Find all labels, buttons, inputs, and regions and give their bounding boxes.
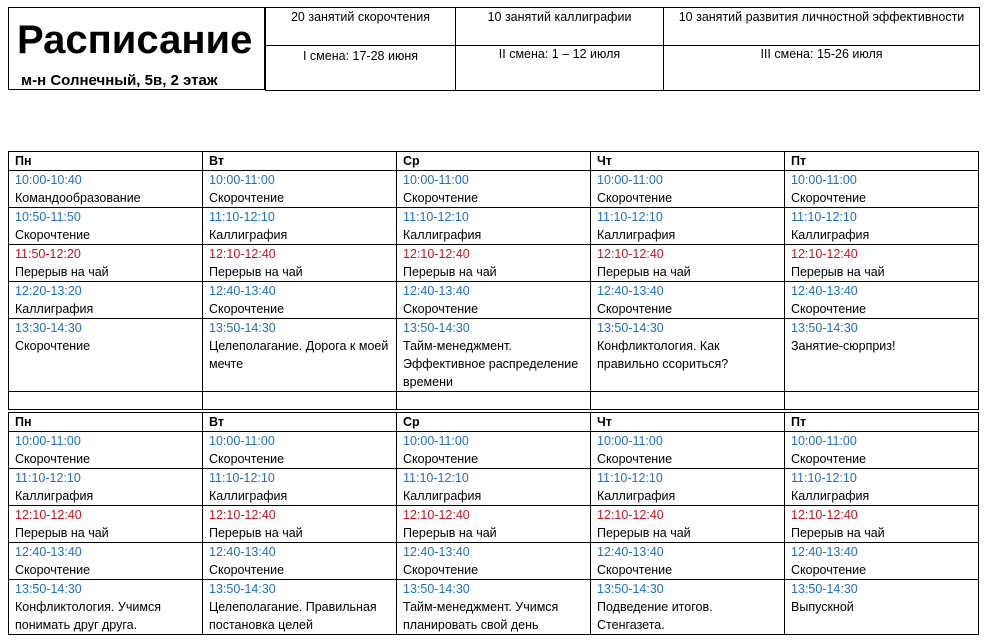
time-slot: 10:00-11:00 [397, 432, 591, 451]
time-slot: 11:10-12:10 [203, 208, 397, 227]
lesson-name: Скорочтение [397, 450, 591, 469]
lesson-name: Скорочтение [785, 450, 979, 469]
time-slot: 10:00-11:00 [591, 432, 785, 451]
lesson-name: Скорочтение [591, 189, 785, 208]
time-slot: 11:10-12:10 [203, 469, 397, 488]
lesson-name: Скорочтение [591, 561, 785, 580]
time-slot: 13:50-14:30 [785, 580, 979, 599]
break-time: 12:10-12:40 [785, 506, 979, 525]
course-speedreading: 20 занятий скорочтения [266, 8, 456, 46]
lesson-name: Скорочтение [397, 561, 591, 580]
shift-2: II смена: 1 – 12 июля [456, 46, 664, 91]
page-title: Расписание [17, 18, 253, 62]
lesson-name: Каллиграфия [591, 487, 785, 506]
day-header: Ср [397, 413, 591, 432]
break-time: 12:10-12:40 [591, 506, 785, 525]
spacer-cell [785, 392, 979, 410]
lesson-name: Выпускной [785, 598, 979, 635]
course-personal-effectiveness: 10 занятий развития личностной эффективности [664, 8, 980, 46]
break-label: Перерыв на чай [397, 524, 591, 543]
break-label: Перерыв на чай [397, 263, 591, 282]
lesson-name: Каллиграфия [203, 487, 397, 506]
shift-1: I смена: 17-28 июня [266, 46, 456, 91]
lesson-name: Каллиграфия [9, 487, 203, 506]
time-slot: 11:10-12:10 [785, 469, 979, 488]
time-slot: 12:40-13:40 [591, 543, 785, 562]
lesson-name: Тайм-менеджмент. Эффективное распределение времени [397, 337, 591, 392]
time-slot: 13:30-14:30 [9, 319, 203, 338]
lesson-name: Скорочтение [203, 450, 397, 469]
time-slot: 12:40-13:40 [591, 282, 785, 301]
day-header: Чт [591, 413, 785, 432]
title-block [8, 7, 265, 90]
spacer-cell [591, 392, 785, 410]
break-label: Перерыв на чай [591, 524, 785, 543]
time-slot: 12:40-13:40 [203, 282, 397, 301]
time-slot: 10:00-11:00 [203, 432, 397, 451]
lesson-name: Скорочтение [9, 226, 203, 245]
time-slot: 13:50-14:30 [785, 319, 979, 338]
spacer-cell [203, 392, 397, 410]
time-slot: 11:10-12:10 [785, 208, 979, 227]
time-slot: 12:40-13:40 [785, 543, 979, 562]
break-label: Перерыв на чай [785, 263, 979, 282]
lesson-name: Скорочтение [9, 561, 203, 580]
lesson-name: Занятие-сюрприз! [785, 337, 979, 392]
lesson-name: Командообразование [9, 189, 203, 208]
time-slot: 11:10-12:10 [591, 208, 785, 227]
lesson-name: Скорочтение [591, 300, 785, 319]
day-header: Вт [203, 152, 397, 171]
time-slot: 11:10-12:10 [397, 469, 591, 488]
spacer-cell [397, 392, 591, 410]
time-slot: 13:50-14:30 [397, 580, 591, 599]
time-slot: 10:00-11:00 [785, 432, 979, 451]
time-slot: 10:00-11:00 [9, 432, 203, 451]
lesson-name: Скорочтение [785, 561, 979, 580]
lesson-name: Скорочтение [203, 561, 397, 580]
time-slot: 13:50-14:30 [397, 319, 591, 338]
break-label: Перерыв на чай [9, 524, 203, 543]
lesson-name: Каллиграфия [397, 487, 591, 506]
break-time: 12:10-12:40 [785, 245, 979, 264]
lesson-name: Конфликтология. Учимся понимать друг друга. [9, 598, 203, 635]
lesson-name: Каллиграфия [785, 226, 979, 245]
break-label: Перерыв на чай [785, 524, 979, 543]
time-slot: 12:20-13:20 [9, 282, 203, 301]
schedule-week-2 [8, 412, 979, 635]
time-slot: 12:40-13:40 [203, 543, 397, 562]
time-slot: 12:40-13:40 [785, 282, 979, 301]
time-slot: 13:50-14:30 [591, 580, 785, 599]
day-header: Ср [397, 152, 591, 171]
day-header: Вт [203, 413, 397, 432]
lesson-name: Скорочтение [785, 300, 979, 319]
time-slot: 10:00-11:00 [397, 171, 591, 190]
day-header: Пт [785, 152, 979, 171]
break-label: Перерыв на чай [9, 263, 203, 282]
day-header: Чт [591, 152, 785, 171]
time-slot: 10:00-11:00 [203, 171, 397, 190]
lesson-name: Каллиграфия [9, 300, 203, 319]
lesson-name: Скорочтение [203, 189, 397, 208]
break-label: Перерыв на чай [203, 263, 397, 282]
lesson-name: Скорочтение [591, 450, 785, 469]
shift-3: III смена: 15-26 июля [664, 46, 980, 91]
break-label: Перерыв на чай [591, 263, 785, 282]
day-header: Пт [785, 413, 979, 432]
break-time: 12:10-12:40 [397, 245, 591, 264]
lesson-name: Целеполагание. Дорога к моей мечте [203, 337, 397, 392]
spacer-cell [9, 392, 203, 410]
lesson-name: Каллиграфия [203, 226, 397, 245]
lesson-name: Скорочтение [785, 189, 979, 208]
time-slot: 10:00-11:00 [785, 171, 979, 190]
break-time: 12:10-12:40 [9, 506, 203, 525]
break-time: 11:50-12:20 [9, 245, 203, 264]
break-time: 12:10-12:40 [591, 245, 785, 264]
lesson-name: Подведение итогов. Стенгазета. [591, 598, 785, 635]
break-time: 12:10-12:40 [397, 506, 591, 525]
course-calligraphy: 10 занятий каллиграфии [456, 8, 664, 46]
day-header: Пн [9, 152, 203, 171]
time-slot: 11:10-12:10 [9, 469, 203, 488]
time-slot: 12:40-13:40 [397, 282, 591, 301]
time-slot: 10:00-11:00 [591, 171, 785, 190]
time-slot: 13:50-14:30 [203, 319, 397, 338]
lesson-name: Тайм-менеджмент. Учимся планировать свой день [397, 598, 591, 635]
time-slot: 11:10-12:10 [591, 469, 785, 488]
lesson-name: Целеполагание. Правильная постановка целей [203, 598, 397, 635]
time-slot: 12:40-13:40 [397, 543, 591, 562]
lesson-name: Скорочтение [9, 450, 203, 469]
lesson-name: Конфликтология. Как правильно ссориться? [591, 337, 785, 392]
time-slot: 10:50-11:50 [9, 208, 203, 227]
break-time: 12:10-12:40 [203, 245, 397, 264]
lesson-name: Скорочтение [397, 189, 591, 208]
schedule-week-1 [8, 151, 979, 410]
time-slot: 13:50-14:30 [9, 580, 203, 599]
lesson-name: Скорочтение [9, 337, 203, 392]
lesson-name: Скорочтение [397, 300, 591, 319]
time-slot: 10:00-10:40 [9, 171, 203, 190]
address: м-н Солнечный, 5в, 2 этаж [21, 72, 218, 89]
day-header: Пн [9, 413, 203, 432]
lesson-name: Каллиграфия [785, 487, 979, 506]
time-slot: 13:50-14:30 [591, 319, 785, 338]
time-slot: 12:40-13:40 [9, 543, 203, 562]
lesson-name: Скорочтение [203, 300, 397, 319]
time-slot: 11:10-12:10 [397, 208, 591, 227]
break-time: 12:10-12:40 [203, 506, 397, 525]
lesson-name: Каллиграфия [397, 226, 591, 245]
break-label: Перерыв на чай [203, 524, 397, 543]
course-info-table [265, 7, 980, 91]
lesson-name: Каллиграфия [591, 226, 785, 245]
time-slot: 13:50-14:30 [203, 580, 397, 599]
